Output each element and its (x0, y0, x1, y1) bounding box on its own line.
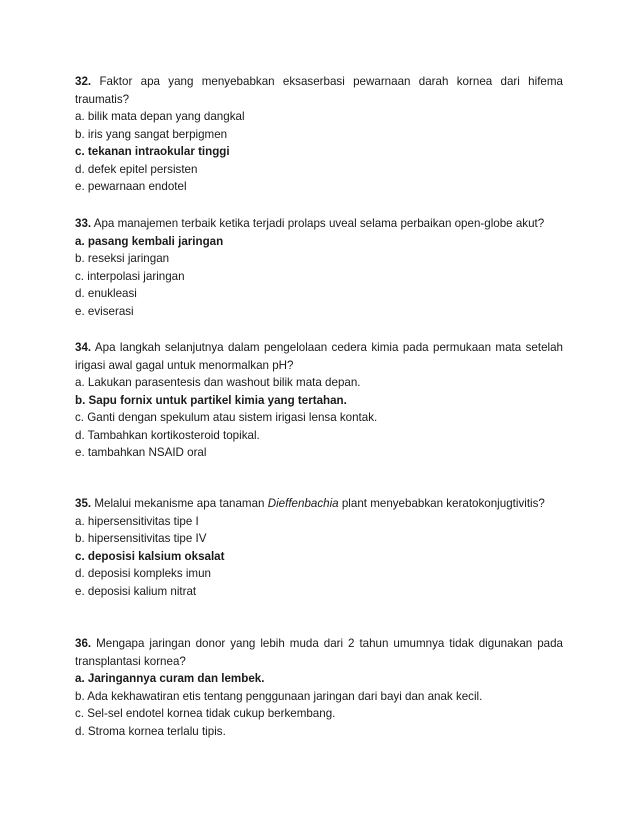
question-34 (75, 339, 563, 462)
answer-option-a: a. Lakukan parasentesis dan washout bilik mata depan. (75, 376, 361, 389)
answer-option-e: e. pewarnaan endotel (75, 180, 187, 193)
question-32 (75, 73, 563, 196)
question-text (75, 635, 563, 670)
question-body: Apa langkah selanjutnya dalam pengelolaan cedera kimia pada permukaan mata setelah irigasi awal gagal untuk menormalkan pH? (75, 341, 563, 372)
answer-options (75, 670, 563, 740)
answer-option-e: e. deposisi kalium nitrat (75, 584, 197, 598)
answer-option-b: b. reseksi jaringan (75, 252, 170, 265)
question-33 (75, 215, 563, 320)
question-text (75, 339, 563, 374)
question-number: 34. (75, 341, 92, 354)
question-35 (75, 495, 563, 600)
answer-option-c-correct: c. tekanan intraokular tinggi (75, 145, 230, 158)
answer-option-c-correct: c. deposisi kalsium oksalat (75, 549, 225, 563)
question-number: 35. (75, 497, 92, 510)
answer-option-d: d. Tambahkan kortikosteroid topikal. (75, 428, 260, 442)
answer-option-a-correct: a. Jaringannya curam dan lembek. (75, 672, 265, 685)
question-36 (75, 635, 563, 740)
answer-option-e: e. tambahkan NSAID oral (75, 446, 207, 459)
answer-option-b: b. Ada kekhawatiran etis tentang penggunaan jaringan dari bayi dan anak kecil. (75, 689, 483, 703)
question-number: 32. (75, 75, 92, 88)
answer-option-a-correct: a. pasang kembali jaringan (75, 234, 224, 248)
answer-option-d: d. enukleasi (75, 287, 137, 300)
answer-options (75, 108, 563, 196)
answer-option-b: b. iris yang sangat berpigmen (75, 127, 228, 141)
answer-options (75, 513, 563, 601)
answer-option-c: c. Sel-sel endotel kornea tidak cukup berkembang. (75, 707, 336, 720)
answer-option-c: c. interpolasi jaringan (75, 269, 185, 283)
plant-name-italic: Dieffenbachia (267, 497, 339, 510)
question-body: Apa manajemen terbaik ketika terjadi prolaps uveal selama perbaikan open-globe akut? (93, 217, 545, 230)
answer-option-d: d. defek epitel persisten (75, 162, 198, 176)
answer-option-b-correct: b. Sapu fornix untuk partikel kimia yang tertahan. (75, 393, 347, 407)
answer-option-b: b. hipersensitivitas tipe IV (75, 532, 207, 545)
answer-options (75, 374, 563, 462)
answer-option-e: e. eviserasi (75, 304, 134, 318)
question-body-end: plant menyebabkan keratokonjugtivitis? (338, 497, 545, 510)
answer-options (75, 233, 563, 321)
answer-option-a: a. bilik mata depan yang dangkal (75, 110, 245, 123)
question-text (75, 73, 563, 108)
question-body-start: Melalui mekanisme apa tanaman (94, 497, 268, 510)
question-body: Faktor apa yang menyebabkan eksaserbasi pewarnaan darah kornea dari hifema traumatis? (75, 75, 563, 106)
question-body: Mengapa jaringan donor yang lebih muda dari 2 tahun umumnya tidak digunakan pada transplantasi kornea? (75, 637, 563, 668)
question-number: 33. (75, 217, 92, 230)
question-text (75, 215, 563, 233)
answer-option-d: d. Stroma kornea terlalu tipis. (75, 724, 226, 738)
answer-option-c: c. Ganti dengan spekulum atau sistem irigasi lensa kontak. (75, 411, 378, 424)
question-number: 36. (75, 637, 92, 650)
answer-option-d: d. deposisi kompleks imun (75, 567, 211, 580)
question-text (75, 495, 563, 513)
answer-option-a: a. hipersensitivitas tipe I (75, 514, 199, 528)
